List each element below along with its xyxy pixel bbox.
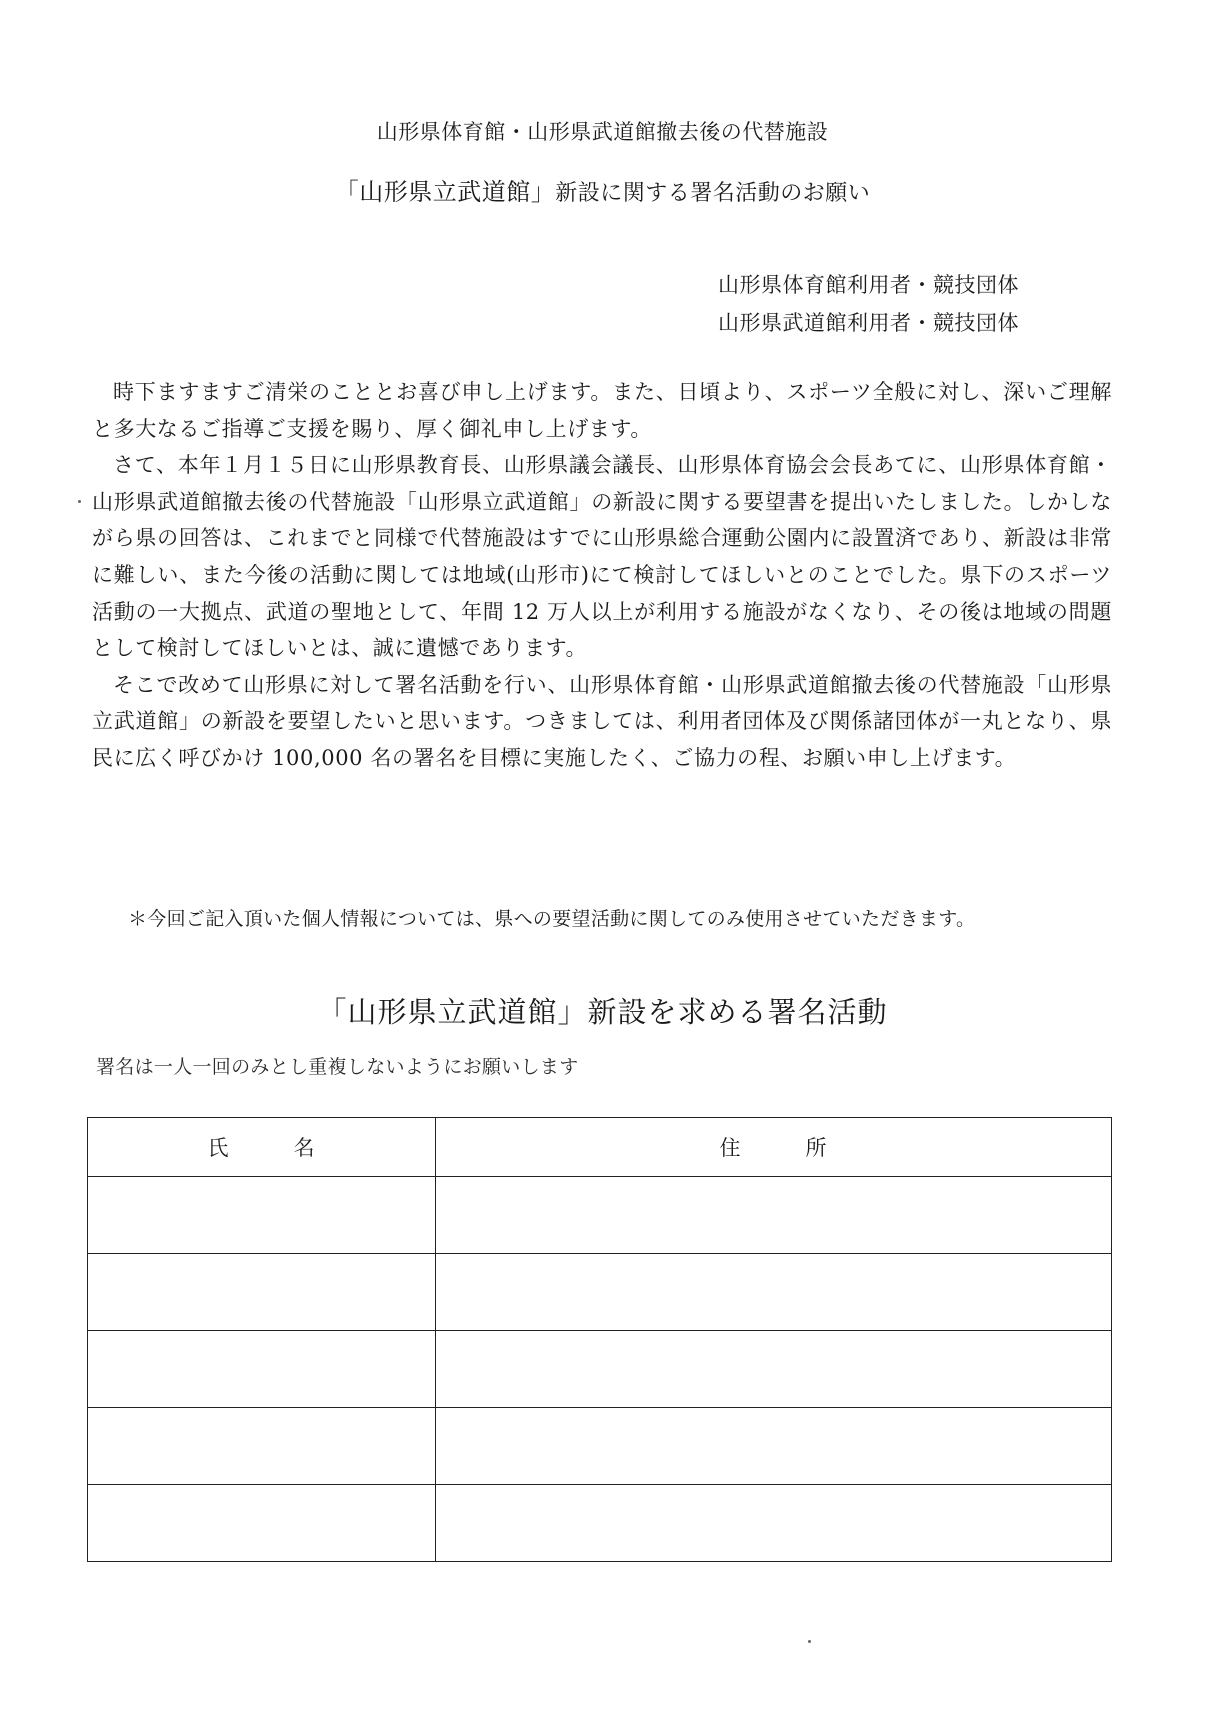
name-cell[interactable] (88, 1408, 436, 1485)
table-row (88, 1177, 1112, 1254)
body-paragraph: さて、本年１月１５日に山形県教育長、山形県議会議長、山形県体育協会会長あてに、山形県体育館・山形県武道館撤去後の代替施設「山形県立武道館」の新設に関する要望書を提出いたしました。しかしながら県の回答は、これまでと同様で代替施設はすでに山形県総合運動公園内に設置済であり、新設は非常に難しい、また今後の活動に関しては地域(山形市)にて検討してほしいとのことでした。県下のスポーツ活動の一大拠点、武道の聖地として、年間 12 万人以上が利用する施設がなくなり、その後は地域の問題として検討してほしいとは、誠に遺憾であります。 (92, 453, 1112, 661)
document-heading: 山形県体育館・山形県武道館撤去後の代替施設 (376, 120, 829, 144)
name-cell[interactable] (88, 1177, 436, 1254)
sender-block (718, 266, 1138, 342)
name-cell[interactable] (88, 1254, 436, 1331)
body-paragraph: そこで改めて山形県に対して署名活動を行い、山形県体育館・山形県武道館撤去後の代替施設「山形県立武道館」の新設を要望したいと思います。つきましては、利用者団体及び関係諸団体が一丸となり、県民に広く呼びかけ 100,000 名の署名を目標に実施したく、ご協力の程、お願い申し上げます。 (92, 672, 1112, 770)
address-cell[interactable] (436, 1408, 1112, 1485)
privacy-note: ＊今回ご記入頂いた個人情報については、県への要望活動に関してのみ使用させていただきます。 (128, 908, 976, 930)
name-cell[interactable] (88, 1331, 436, 1408)
petition-form-title: 「山形県立武道館」新設を求める署名活動 (317, 995, 888, 1029)
table-header-row (88, 1118, 1112, 1177)
table-row (88, 1408, 1112, 1485)
column-header-name (88, 1118, 436, 1177)
address-cell[interactable] (436, 1485, 1112, 1562)
scan-speck (78, 500, 81, 503)
sender-line: 山形県体育館利用者・競技団体 (718, 273, 1019, 297)
body-text (92, 374, 1112, 777)
sender-line: 山形県武道館利用者・競技団体 (718, 311, 1019, 335)
column-header-address (436, 1118, 1112, 1177)
table-row (88, 1485, 1112, 1562)
body-paragraph: 時下ますますご清栄のこととお喜び申し上げます。また、日頃より、スポーツ全般に対し、深いご理解と多大なるご指導ご支援を賜り、厚く御礼申し上げます。 (92, 380, 1112, 441)
name-cell[interactable] (88, 1485, 436, 1562)
document-subheading (0, 172, 1205, 207)
table-row (88, 1331, 1112, 1408)
column-header-address-char: 住 (719, 1136, 742, 1160)
subheading-text: 新設に関する署名活動のお願い (555, 181, 871, 206)
facility-name: 「山形県立武道館」 (334, 178, 556, 206)
column-header-address-char: 所 (805, 1136, 828, 1160)
column-header-name-char: 氏 (207, 1136, 230, 1160)
scan-speck (808, 1640, 811, 1643)
address-cell[interactable] (436, 1254, 1112, 1331)
address-cell[interactable] (436, 1331, 1112, 1408)
signature-table (87, 1117, 1112, 1562)
petition-form-instructions: 署名は一人一回のみとし重複しないようにお願いします (96, 1056, 579, 1078)
address-cell[interactable] (436, 1177, 1112, 1254)
table-row (88, 1254, 1112, 1331)
column-header-name-char: 名 (293, 1136, 316, 1160)
